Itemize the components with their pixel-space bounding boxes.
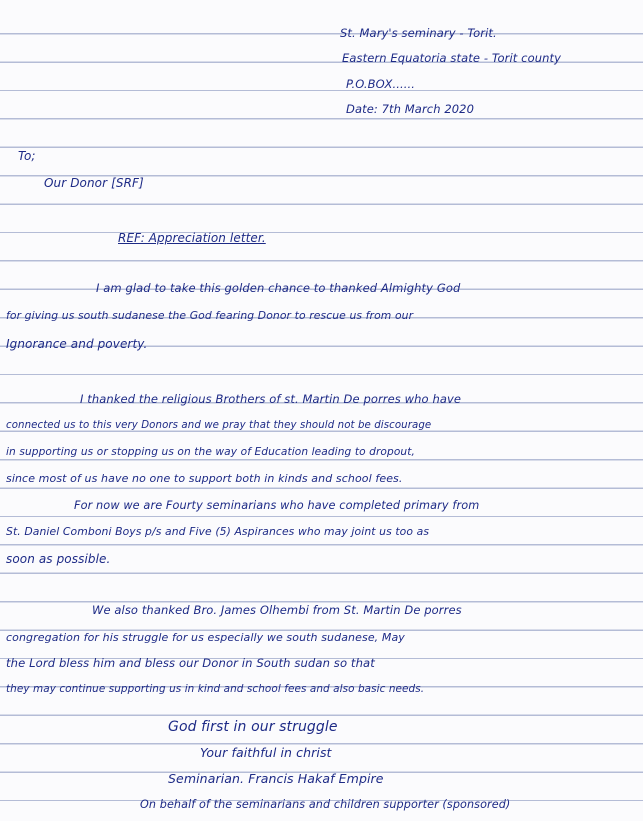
body-line: connected us to this very Donors and we pray that they should not be discourage — [6, 420, 432, 431]
header-po-box: P.O.BOX...... — [346, 77, 415, 91]
body-line: since most of us have no one to support both in kinds and school fees. — [6, 472, 403, 485]
body-line: the Lord bless him and bless our Donor in South sudan so that — [6, 656, 375, 670]
body-line: for giving us south sudanese the God fearing Donor to rescue us from our — [6, 309, 414, 322]
body-line: they may continue supporting us in kind and school fees and also basic needs. — [6, 683, 425, 695]
body-line: I thanked the religious Brothers of st. Martin De porres who have — [80, 392, 462, 406]
signatory-name: Seminarian. Francis Hakaf Empire — [168, 771, 384, 786]
to-label: To; — [18, 149, 36, 163]
body-line: soon as possible. — [6, 552, 111, 566]
closing-motto: God first in our struggle — [168, 719, 338, 735]
header-date: Date: 7th March 2020 — [346, 102, 475, 116]
body-line: in supporting us or stopping us on the way of Education leading to dropout, — [6, 446, 415, 458]
body-line: I am glad to take this golden chance to thanked Almighty God — [96, 281, 461, 295]
body-line: For now we are Fourty seminarians who have completed primary from — [74, 499, 480, 512]
body-line: St. Daniel Comboni Boys p/s and Five (5) Aspirances who may joint us too as — [6, 525, 430, 538]
closing-salutation: Your faithful in christ — [200, 745, 332, 760]
header-school-name: St. Mary's seminary - Torit. — [340, 26, 497, 40]
signatory-role: On behalf of the seminarians and children supporter (sponsored) — [140, 798, 511, 811]
body-line: Ignorance and poverty. — [6, 337, 148, 351]
body-line: congregation for his struggle for us especially we south sudanese, May — [6, 631, 405, 644]
body-line: We also thanked Bro. James Olhembi from St. Martin De porres — [92, 603, 462, 617]
header-address: Eastern Equatoria state - Torit county — [342, 51, 562, 65]
recipient: Our Donor [SRF] — [44, 176, 144, 190]
reference-line: REF: Appreciation letter. — [118, 231, 266, 245]
